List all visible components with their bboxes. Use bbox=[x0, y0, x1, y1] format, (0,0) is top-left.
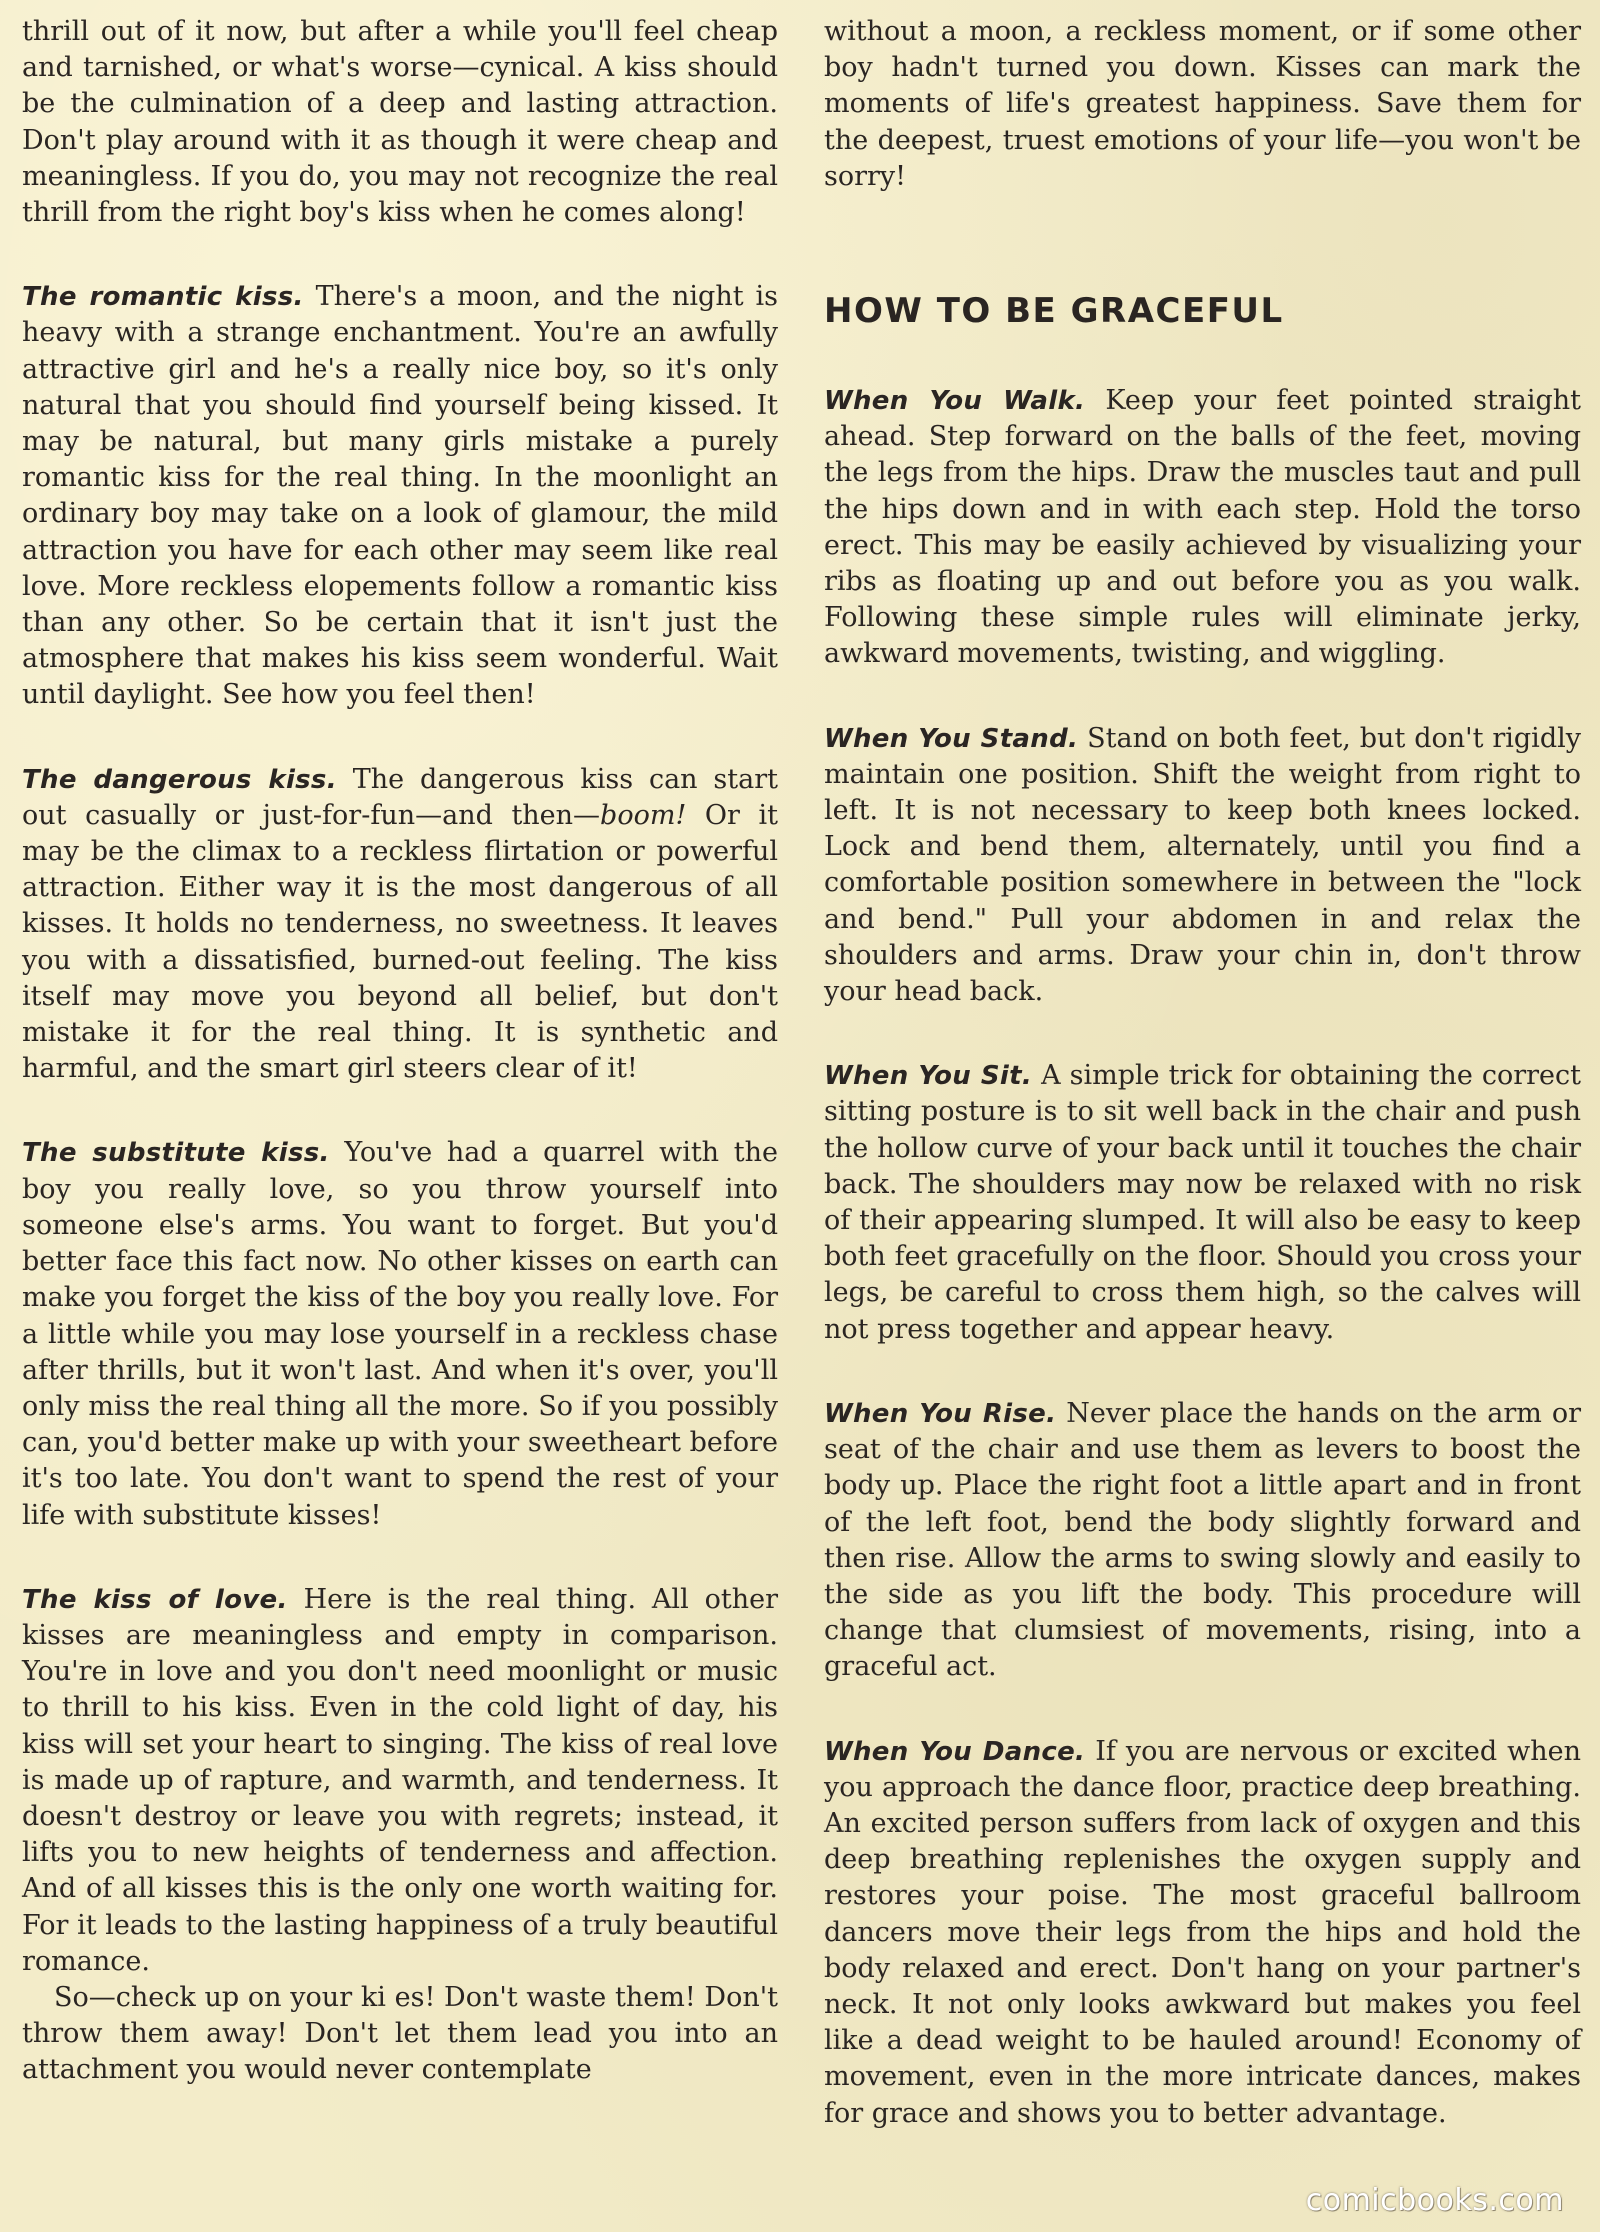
sit-heading: When You Sit. bbox=[824, 1061, 1033, 1092]
rise-heading: When You Rise. bbox=[824, 1398, 1057, 1429]
stand-text: Stand on both feet, but don't rigidly maintain one position. Shift the weight from right to left. It is not necessary to keep both knees locked. Lock and bend them, alternately, until you find a comfortable position somewhere in between the "lock and bend." Pull your abdomen in and relax the shoulders and arms. Draw your chin in, don't throw your head back. bbox=[824, 722, 1581, 1008]
substitute-kiss-heading: The substitute kiss. bbox=[22, 1138, 330, 1169]
dangerous-kiss-text-before: The dangerous kiss can start out casually or just-for-fun—and then— bbox=[22, 763, 778, 831]
romantic-kiss-text: There's a moon, and the night is heavy with a strange enchantment. You're an awfully attractive girl and he's a really nice boy, so it's only natural that you should find yourself being kissed. It may be natural, but many girls mistake a purely romantic kiss for the real thing. In the moonlight an ordinary boy may take on a look of glamour, the mild attraction you have for each other may seem like real love. More reckless elopements follow a romantic kiss than any other. So be certain that it isn't just the atmosphere that makes his kiss seem wonderful. Wait until daylight. See how you feel then! bbox=[22, 281, 778, 711]
substitute-kiss-paragraph bbox=[22, 1135, 778, 1533]
walk-heading: When You Walk. bbox=[824, 386, 1086, 417]
kiss-of-love-heading: The kiss of love. bbox=[22, 1584, 288, 1615]
romantic-kiss-heading: The romantic kiss. bbox=[22, 282, 304, 313]
intro-paragraph bbox=[22, 14, 778, 231]
stand-heading: When You Stand. bbox=[824, 723, 1079, 754]
kiss-of-love-paragraph bbox=[22, 1582, 778, 1980]
dangerous-kiss-text-after: Or it may be the climax to a reckless flirtation or powerful attraction. Either way it is the most dangerous of all kisses. It holds no tenderness, no sweetness. It leaves you with a dissatisfied, burned-out feeling. The kiss itself may move you beyond all belief, but don't mistake it for the real thing. It is synthetic and harmful, and the smart girl steers clear of it! bbox=[22, 799, 778, 1085]
dance-paragraph bbox=[824, 1734, 1581, 2132]
rise-text: Never place the hands on the arm or seat of the chair and use them as levers to boost the body up. Place the right foot a little apart and in front of the left foot, bend the body slightly forward and then rise. Allow the arms to swing slowly and easily to the side as you lift the body. This procedure will change that clumsiest of movements, rising, into a graceful act. bbox=[824, 1397, 1581, 1683]
walk-paragraph bbox=[824, 383, 1581, 673]
left-column bbox=[22, 14, 778, 2089]
dance-heading: When You Dance. bbox=[824, 1736, 1086, 1767]
continuation-paragraph bbox=[824, 14, 1581, 195]
dance-text: If you are nervous or excited when you approach the dance floor, practice deep breathing. An excited person suffers from lack of oxygen and this deep breathing replenishes the oxygen supply and restores your poise. The most graceful ballroom dancers move their legs from the hips and hold the body relaxed and erect. Don't hang on your partner's neck. It not only looks awkward but makes you feel like a dead weight to be hauled around! Economy of movement, even in the more intricate dances, makes for grace and shows you to better advantage. bbox=[824, 1735, 1581, 2129]
closing-paragraph bbox=[22, 1980, 778, 2089]
intro-text: thrill out of it now, but after a while you'll feel cheap and tarnished, or what's worse—cynical. A kiss should be the culmination of a deep and lasting attraction. Don't play around with it as though it were cheap and meaningless. If you do, you may not recognize the real thrill from the right boy's kiss when he comes along! bbox=[22, 16, 778, 229]
sit-text: A simple trick for obtaining the correct sitting posture is to sit well back in the chair and push the hollow curve of your back until it touches the chair back. The shoulders may now be relaxed with no risk of their appearing slumped. It will also be easy to keep both feet gracefully on the floor. Should you cross your legs, be careful to cross them high, so the calves will not press together and appear heavy. bbox=[824, 1060, 1581, 1345]
sit-paragraph bbox=[824, 1058, 1581, 1348]
kiss-of-love-text: Here is the real thing. All other kisses are meaningless and empty in comparison. You're in love and you don't need moonlight or music to thrill to his kiss. Even in the cold light of day, his kiss will set your heart to singing. The kiss of real love is made up of rapture, and warmth, and tenderness. It doesn't destroy or leave you with regrets; instead, it lifts you to new heights of tenderness and affection. And of all kisses this is the only one worth waiting for. For it leads to the lasting happiness of a truly beautiful romance. bbox=[22, 1583, 778, 1977]
rise-paragraph bbox=[824, 1396, 1581, 1686]
walk-text: Keep your feet pointed straight ahead. Step forward on the balls of the feet, moving the legs from the hips. Draw the muscles taut and pull the hips down and in with each step. Hold the torso erect. This may be easily achieved by visualizing your ribs as floating up and out before you as you walk. Following these simple rules will eliminate jerky, awkward movements, twisting, and wiggling. bbox=[824, 385, 1581, 670]
dangerous-kiss-paragraph bbox=[22, 762, 778, 1088]
continuation-text: without a moon, a reckless moment, or if some other boy hadn't turned you down. Kisses can mark the moments of life's greatest happiness. Save them for the deepest, truest emotions of your life—you won't be sorry! bbox=[824, 16, 1581, 192]
watermark: comicbooks.com bbox=[1305, 2183, 1564, 2218]
stand-paragraph bbox=[824, 721, 1581, 1011]
dangerous-kiss-boom: boom! bbox=[600, 799, 687, 831]
romantic-kiss-paragraph bbox=[22, 279, 778, 713]
closing-text: So—check up on your ki es! Don't waste them! Don't throw them away! Don't let them lead you into an attachment you would never contemplate bbox=[22, 1981, 778, 2086]
dangerous-kiss-heading: The dangerous kiss. bbox=[22, 764, 337, 795]
substitute-kiss-text: You've had a quarrel with the boy you really love, so you throw yourself into someone else's arms. You want to forget. But you'd better face this fact now. No other kisses on earth can make you forget the kiss of the boy you really love. For a little while you may lose yourself in a reckless chase after thrills, but it won't last. And when it's over, you'll only miss the real thing all the more. So if you possibly can, you'd better make up with your sweetheart before it's too late. You don't want to spend the rest of your life with substitute kisses! bbox=[22, 1137, 778, 1531]
section-heading: HOW TO BE GRACEFUL bbox=[824, 291, 1284, 332]
right-column bbox=[824, 14, 1581, 2132]
